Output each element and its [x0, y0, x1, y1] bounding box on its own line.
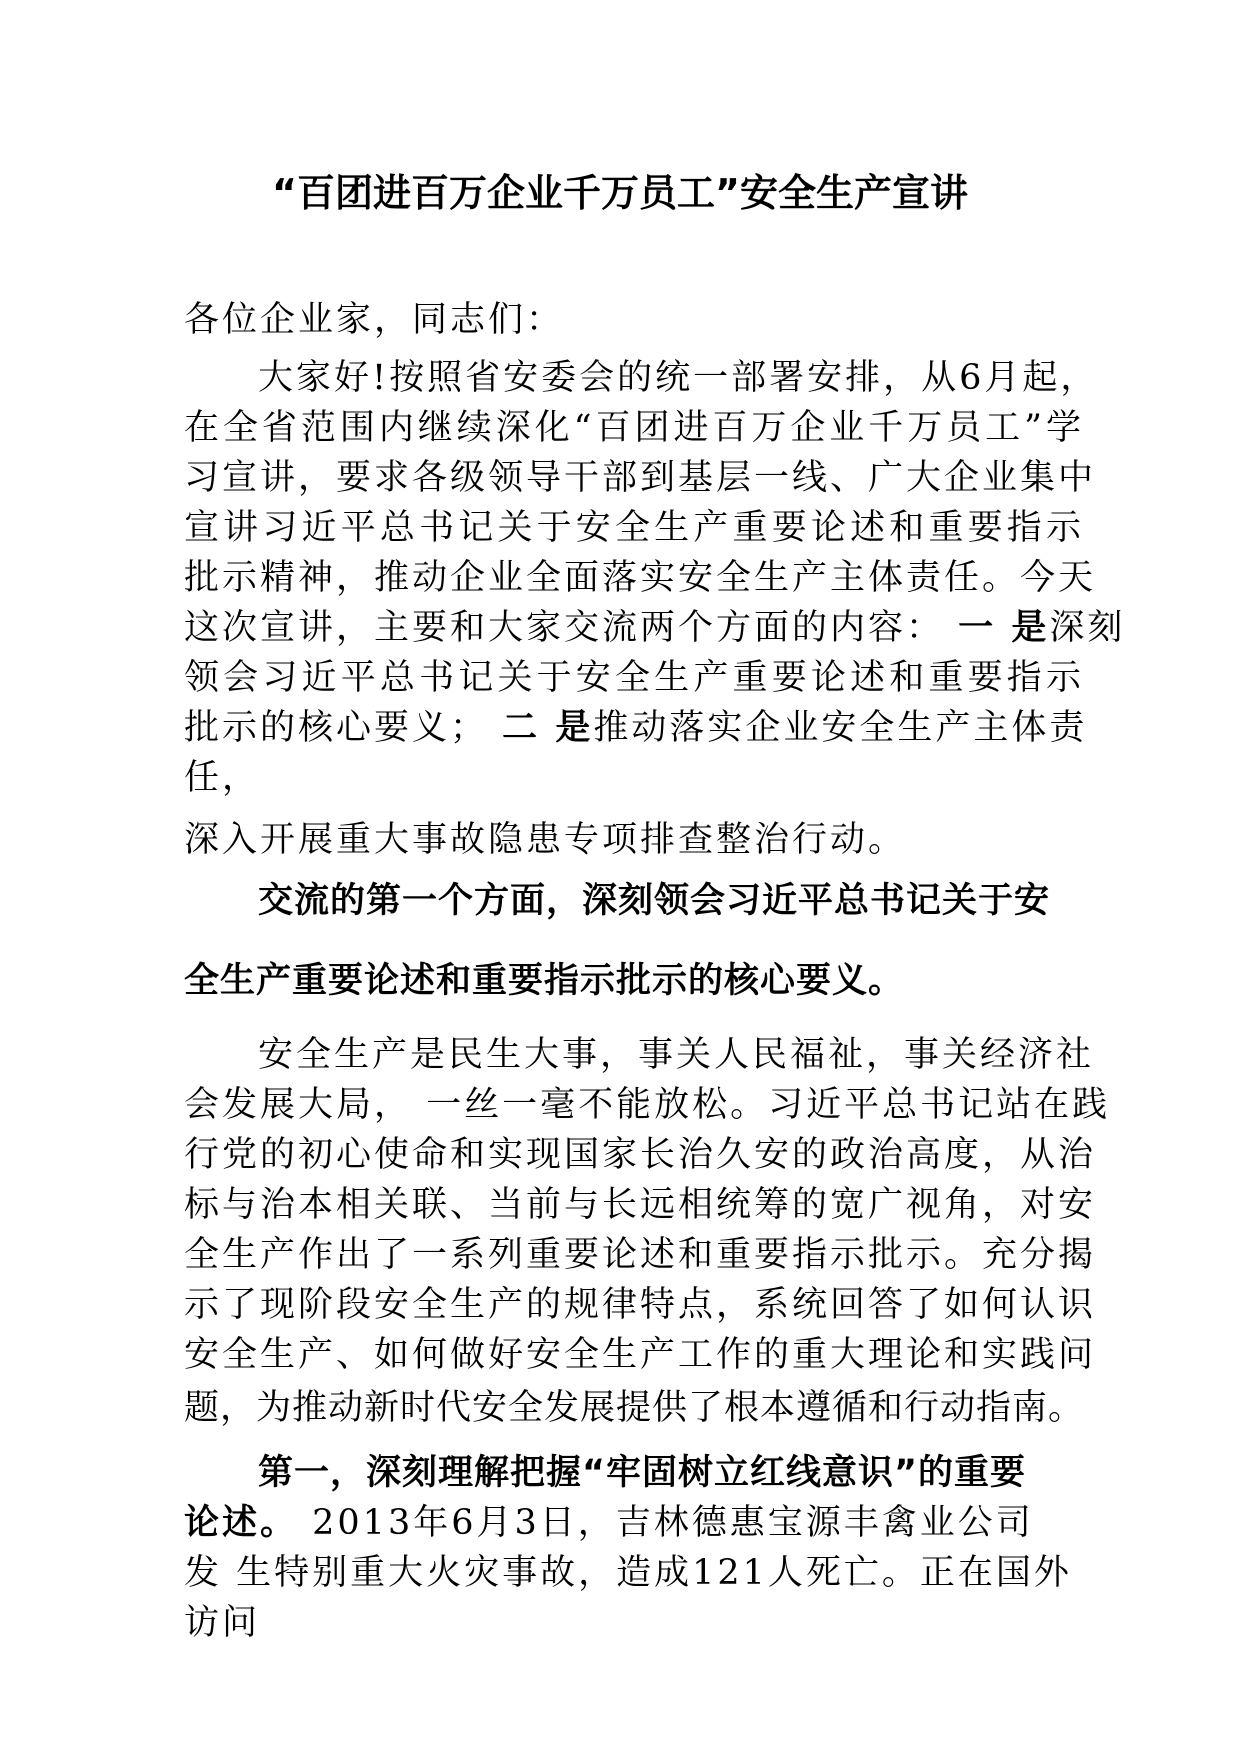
- intro-line: 任，: [184, 758, 261, 798]
- point-two-marker: 二 是: [502, 708, 594, 748]
- point-one-line: 访问: [184, 1603, 261, 1643]
- intro-line: 批示精神，推动企业全面落实安全生产主体责任。今天: [184, 558, 1097, 598]
- paragraph-line: 题，为推动新时代安全发展提供了根本遵循和行动指南。: [184, 1388, 1085, 1428]
- intro-text: 推动落实企业安全生产主体责: [593, 708, 1088, 748]
- section1-heading-line: 全生产重要论述和重要指示批示的核心要义。: [184, 961, 905, 1001]
- point-one-marker: 一 是: [958, 608, 1050, 648]
- paragraph-line: 会发展大局， 一丝一毫不能放松。习近平总书记站在践: [184, 1085, 1111, 1125]
- intro-line: 在全省范围内继续深化“百团进百万企业千万员工”学: [184, 408, 1084, 448]
- intro-text: 批示的核心要义；: [184, 708, 489, 748]
- paragraph-line: 安全生产、如何做好安全生产工作的重大理论和实践问: [184, 1335, 1097, 1375]
- document-title: “百团进百万企业千万员工”安全生产宣讲: [272, 171, 968, 215]
- paragraph-line: 标与治本相关联、当前与长远相统筹的宽广视角，对安: [184, 1185, 1097, 1225]
- point-one-line: [184, 1498, 1064, 1548]
- paragraph-line: 安全生产是民生大事，事关人民福祉，事关经济社: [258, 1035, 1095, 1075]
- point-one-line: 发 生特别重大火灾事故，造成121人死亡。正在国外: [184, 1553, 1072, 1593]
- salutation: 各位企业家，同志们：: [184, 300, 565, 340]
- intro-line: 习宣讲，要求各级领导干部到基层一线、广大企业集中: [184, 458, 1097, 498]
- paragraph-line: 示了现阶段安全生产的规律特点，系统回答了如何认识: [184, 1285, 1097, 1325]
- paragraph-line: 行党的初心使命和实现国家长治久安的政治高度，从治: [184, 1135, 1097, 1175]
- intro-line: [184, 603, 1126, 653]
- intro-line: 深入开展重大事故隐患专项排查整治行动。: [184, 820, 907, 860]
- point-one-heading-end: 论述。: [184, 1503, 299, 1543]
- intro-line: [184, 703, 1088, 753]
- intro-line: 领会习近平总书记关于安全生产重要论述和重要指示: [184, 658, 1084, 698]
- intro-line: 宣讲习近平总书记关于安全生产重要论述和重要指示: [184, 508, 1084, 548]
- paragraph-line: 全生产作出了一系列重要论述和重要指示批示。充分揭: [184, 1235, 1097, 1275]
- intro-text: 这次宣讲，主要和大家交流两个方面的内容：: [184, 608, 945, 648]
- section1-heading-line: 交流的第一个方面，深刻领会习近平总书记关于安: [258, 881, 1051, 921]
- point-one-heading-line: 第一，深刻理解把握“牢固树立红线意识”的重要: [258, 1453, 1027, 1493]
- intro-line: 大家好!按照省安委会的统一部署安排，从6月起，: [258, 358, 1099, 398]
- point-one-text: 2013年6月3日，吉林德惠宝源丰禽业公司: [298, 1503, 1034, 1543]
- intro-text: 深刻: [1049, 608, 1126, 648]
